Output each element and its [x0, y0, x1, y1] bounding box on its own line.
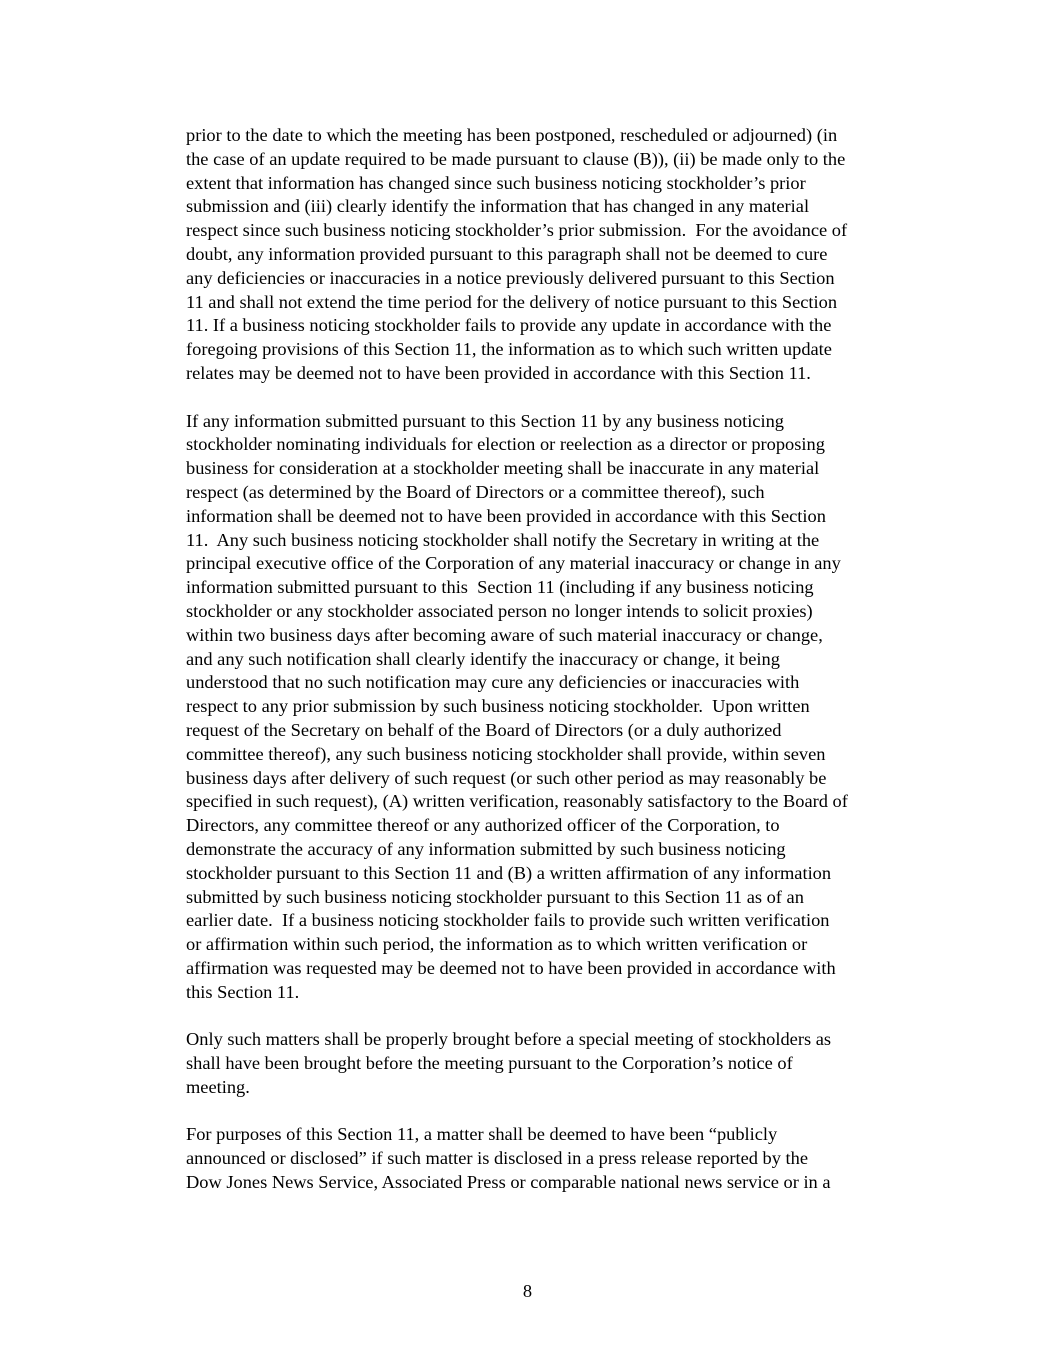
- text-line: 11. Any such business noticing stockholder shall notify the Secretary in writing at the: [186, 529, 820, 550]
- text-line: or affirmation within such period, the information as to which written verification or: [186, 934, 808, 955]
- document-body: [186, 124, 938, 1219]
- text-line: respect to any prior submission by such business noticing stockholder. Upon written: [186, 696, 810, 717]
- text-line: business days after delivery of such request (or such other period as may reasonably be: [186, 767, 827, 788]
- paragraph: [186, 410, 938, 1005]
- text-line: demonstrate the accuracy of any information submitted by such business noticing: [186, 838, 786, 859]
- text-line: For purposes of this Section 11, a matter shall be deemed to have been “publicly: [186, 1124, 778, 1145]
- text-line: request of the Secretary on behalf of the Board of Directors (or a duly authorized: [186, 719, 782, 740]
- text-line: respect since such business noticing stockholder’s prior submission. For the avoidance of: [186, 220, 848, 241]
- text-line: announced or disclosed” if such matter is disclosed in a press release reported by the: [186, 1148, 809, 1169]
- text-line: earlier date. If a business noticing stockholder fails to provide such written verification: [186, 910, 830, 931]
- text-line: committee thereof), any such business noticing stockholder shall provide, within seven: [186, 743, 826, 764]
- paragraph: [186, 124, 938, 386]
- text-line: stockholder pursuant to this Section 11 and (B) a written affirmation of any information: [186, 862, 832, 883]
- text-line: stockholder or any stockholder associated person no longer intends to solicit proxies): [186, 600, 813, 621]
- text-line: If any information submitted pursuant to this Section 11 by any business noticing: [186, 410, 784, 431]
- text-line: understood that no such notification may cure any deficiencies or inaccuracies with: [186, 672, 800, 693]
- text-line: shall have been brought before the meeting pursuant to the Corporation’s notice of: [186, 1053, 793, 1074]
- text-line: 11. If a business noticing stockholder fails to provide any update in accordance with the: [186, 315, 832, 336]
- text-line: business for consideration at a stockholder meeting shall be inaccurate in any material: [186, 458, 820, 479]
- text-line: specified in such request), (A) written verification, reasonably satisfactory to the Board of: [186, 791, 848, 812]
- text-line: meeting.: [186, 1076, 250, 1097]
- text-line: Directors, any committee thereof or any authorized officer of the Corporation, to: [186, 815, 780, 836]
- paragraph: [186, 1028, 938, 1099]
- text-line: 11 and shall not extend the time period for the delivery of notice pursuant to this Section: [186, 291, 838, 312]
- text-line: this Section 11.: [186, 981, 300, 1002]
- text-line: Only such matters shall be properly brought before a special meeting of stockholders as: [186, 1029, 832, 1050]
- text-line: the case of an update required to be made pursuant to clause (B)), (ii) be made only to the: [186, 148, 846, 169]
- paragraph: [186, 1123, 938, 1194]
- page-number: 8: [522, 1281, 533, 1301]
- text-line: submitted by such business noticing stockholder pursuant to this Section 11 as of an: [186, 886, 804, 907]
- text-line: within two business days after becoming aware of such material inaccuracy or change,: [186, 624, 823, 645]
- text-line: any deficiencies or inaccuracies in a notice previously delivered pursuant to this Section: [186, 267, 835, 288]
- text-line: principal executive office of the Corporation of any material inaccuracy or change in any: [186, 553, 841, 574]
- text-line: information submitted pursuant to this Section 11 (including if any business noticing: [186, 577, 814, 598]
- text-line: relates may be deemed not to have been provided in accordance with this Section 11.: [186, 362, 811, 383]
- text-line: information shall be deemed not to have been provided in accordance with this Section: [186, 505, 826, 526]
- text-line: Dow Jones News Service, Associated Press or comparable national news service or in a: [186, 1172, 831, 1193]
- text-line: foregoing provisions of this Section 11, the information as to which such written update: [186, 339, 832, 360]
- text-line: stockholder nominating individuals for election or reelection as a director or proposing: [186, 434, 825, 455]
- text-line: prior to the date to which the meeting has been postponed, rescheduled or adjourned) (in: [186, 125, 838, 145]
- text-line: respect (as determined by the Board of Directors or a committee thereof), such: [186, 481, 765, 502]
- text-line: submission and (iii) clearly identify the information that has changed in any material: [186, 196, 810, 217]
- text-line: affirmation was requested may be deemed not to have been provided in accordance with: [186, 957, 836, 978]
- text-line: and any such notification shall clearly identify the inaccuracy or change, it being: [186, 648, 780, 669]
- text-line: extent that information has changed since such business noticing stockholder’s prior: [186, 172, 806, 193]
- text-line: doubt, any information provided pursuant to this paragraph shall not be deemed to cure: [186, 243, 828, 264]
